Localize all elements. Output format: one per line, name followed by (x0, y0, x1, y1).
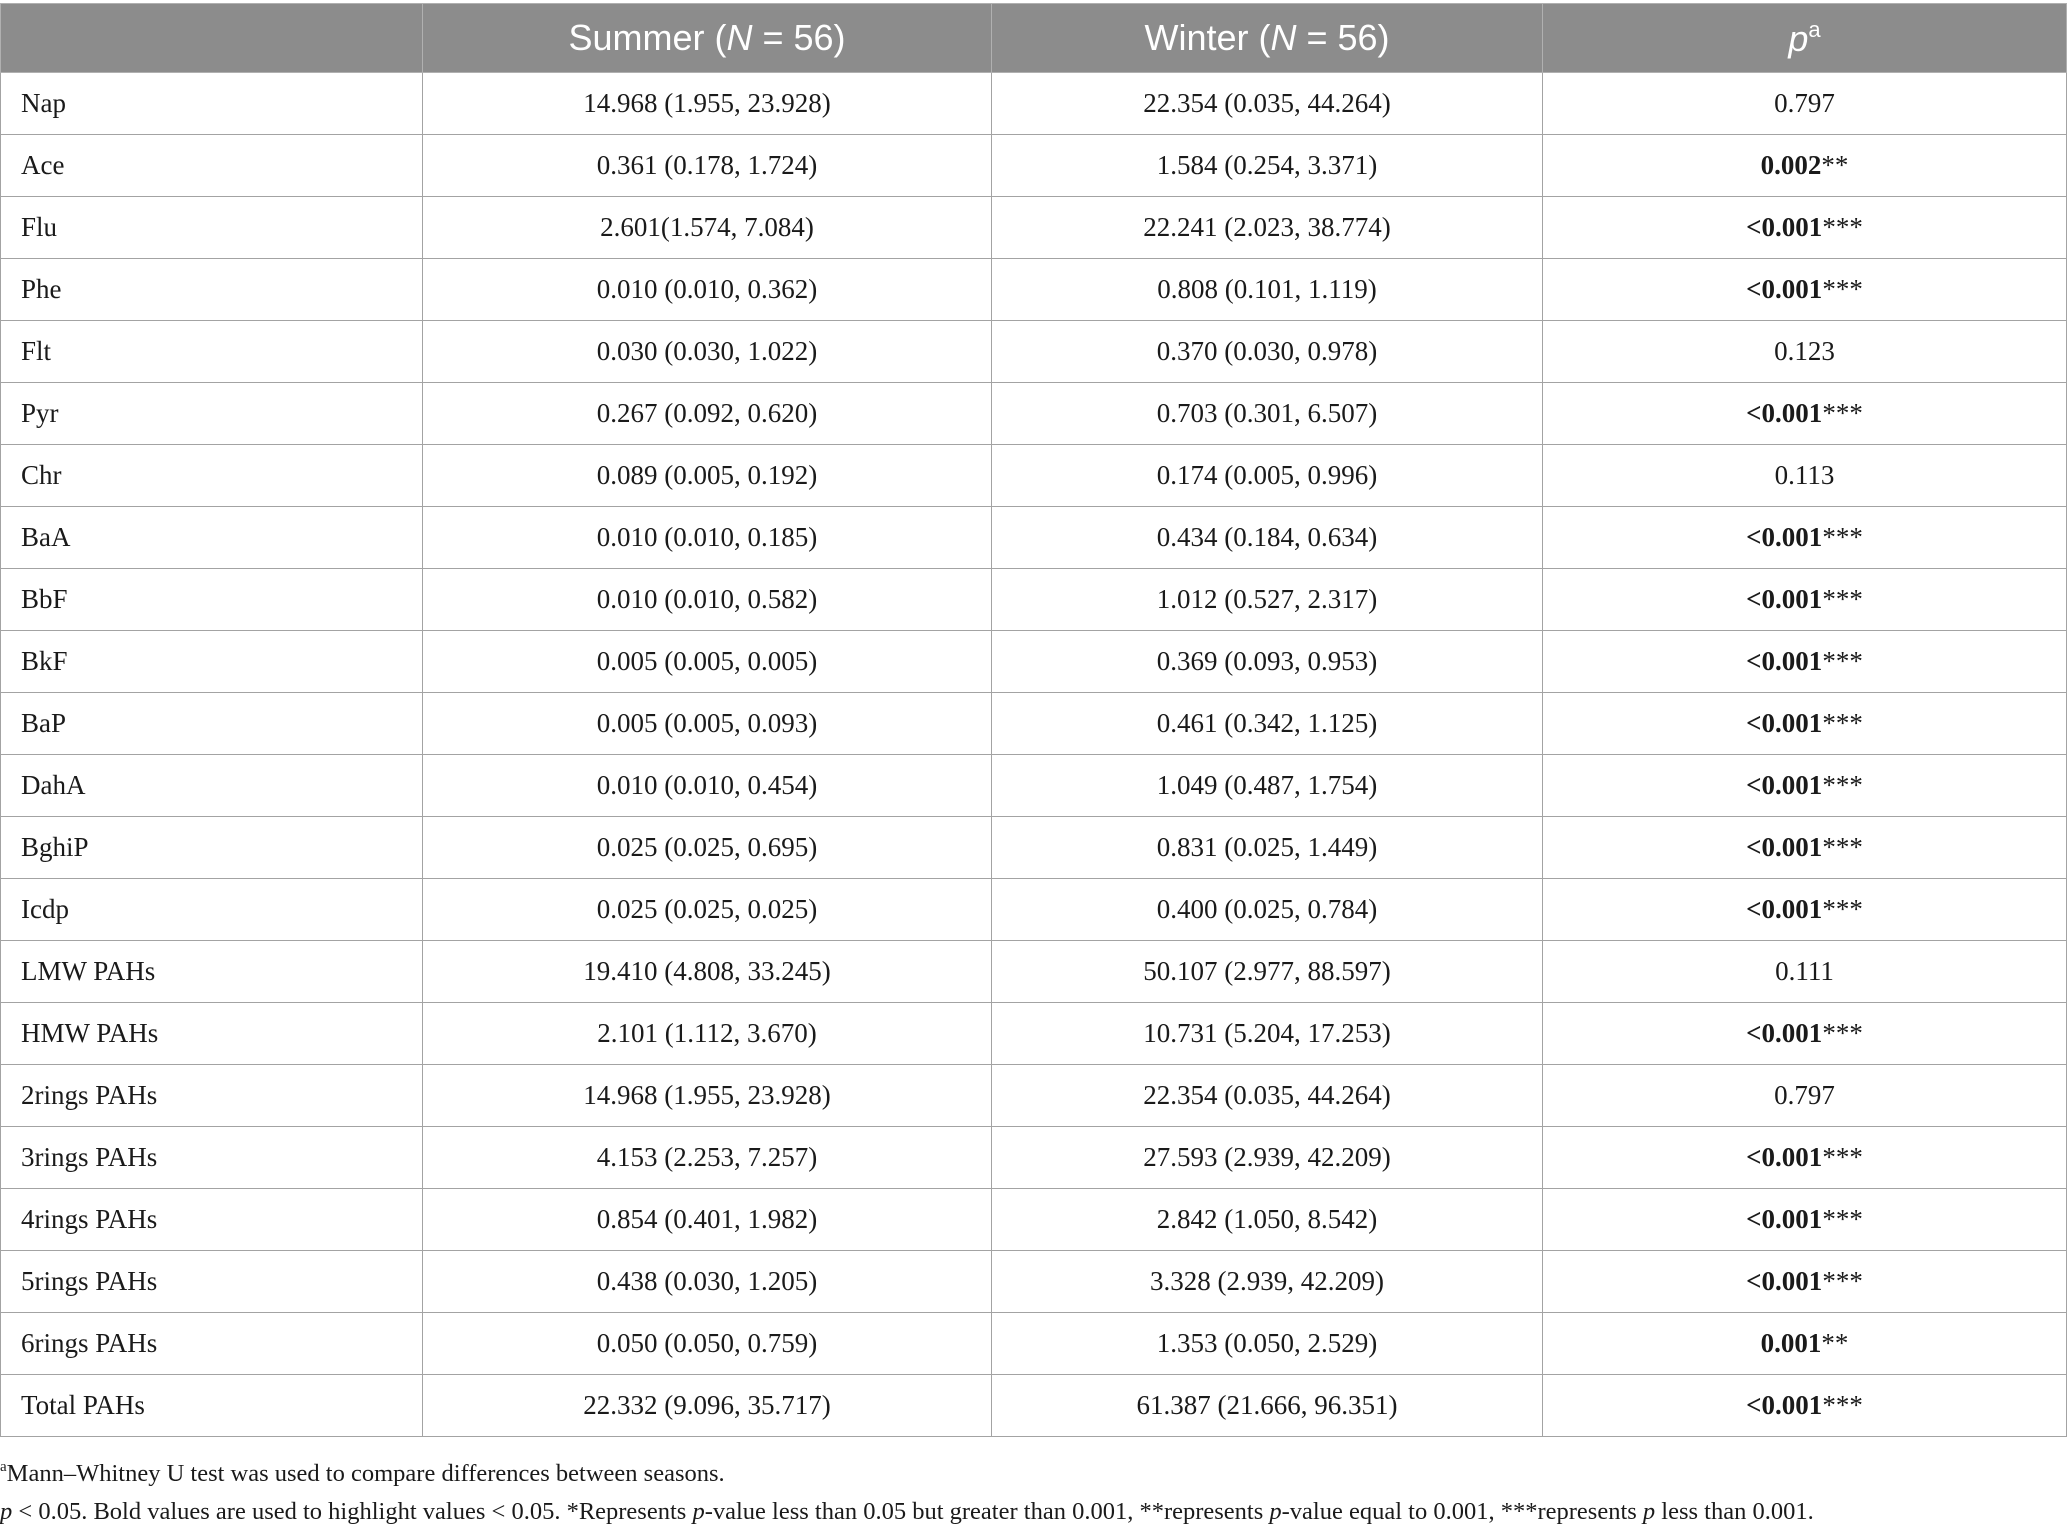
winter-value: 3.328 (2.939, 42.209) (992, 1251, 1543, 1313)
p-value (1543, 1375, 2067, 1437)
summer-value: 0.267 (0.092, 0.620) (423, 383, 992, 445)
p-value (1543, 383, 2067, 445)
p-value (1543, 693, 2067, 755)
summer-value: 0.030 (0.030, 1.022) (423, 321, 992, 383)
significance-stars: *** (1822, 1142, 1863, 1172)
p-value-number: <0.001 (1746, 1142, 1823, 1172)
p-value-number: 0.111 (1775, 956, 1834, 986)
row-label: BaA (1, 507, 423, 569)
summer-value: 0.010 (0.010, 0.185) (423, 507, 992, 569)
table-row (1, 73, 2067, 135)
p-value-number: <0.001 (1746, 212, 1823, 242)
table-footnotes (0, 1448, 2060, 1531)
summer-value: 14.968 (1.955, 23.928) (423, 73, 992, 135)
summer-value: 0.010 (0.010, 0.582) (423, 569, 992, 631)
winter-value: 0.434 (0.184, 0.634) (992, 507, 1543, 569)
p-value (1543, 879, 2067, 941)
significance-stars: *** (1822, 274, 1863, 304)
table-row (1, 383, 2067, 445)
table-row (1, 1375, 2067, 1437)
winter-value: 0.831 (0.025, 1.449) (992, 817, 1543, 879)
row-label: Phe (1, 259, 423, 321)
winter-value: 61.387 (21.666, 96.351) (992, 1375, 1543, 1437)
table-row (1, 1065, 2067, 1127)
table-row (1, 755, 2067, 817)
p-value (1543, 1003, 2067, 1065)
winter-value: 0.461 (0.342, 1.125) (992, 693, 1543, 755)
summer-value: 0.361 (0.178, 1.724) (423, 135, 992, 197)
summer-value: 0.854 (0.401, 1.982) (423, 1189, 992, 1251)
summer-value: 0.025 (0.025, 0.695) (423, 817, 992, 879)
p-value (1543, 817, 2067, 879)
winter-value: 27.593 (2.939, 42.209) (992, 1127, 1543, 1189)
summer-value: 0.438 (0.030, 1.205) (423, 1251, 992, 1313)
row-label: HMW PAHs (1, 1003, 423, 1065)
header-label-column (1, 4, 423, 73)
significance-stars: *** (1822, 398, 1863, 428)
row-label: Nap (1, 73, 423, 135)
p-value (1543, 1313, 2067, 1375)
p-value-number: <0.001 (1746, 274, 1823, 304)
table-row (1, 631, 2067, 693)
significance-stars: *** (1822, 584, 1863, 614)
summer-value: 22.332 (9.096, 35.717) (423, 1375, 992, 1437)
row-label: Icdp (1, 879, 423, 941)
significance-stars: *** (1822, 1018, 1863, 1048)
significance-stars: ** (1821, 1328, 1849, 1358)
table-row (1, 569, 2067, 631)
table-row (1, 259, 2067, 321)
winter-value: 1.353 (0.050, 2.529) (992, 1313, 1543, 1375)
p-value-number: <0.001 (1746, 1204, 1823, 1234)
winter-value: 0.703 (0.301, 6.507) (992, 383, 1543, 445)
summer-value: 0.005 (0.005, 0.005) (423, 631, 992, 693)
table-row (1, 1127, 2067, 1189)
row-label: Pyr (1, 383, 423, 445)
table-row (1, 1003, 2067, 1065)
row-label: Chr (1, 445, 423, 507)
row-label: 5rings PAHs (1, 1251, 423, 1313)
p-value (1543, 135, 2067, 197)
p-value-number: <0.001 (1746, 708, 1823, 738)
winter-value: 1.049 (0.487, 1.754) (992, 755, 1543, 817)
p-value-number: <0.001 (1746, 1390, 1823, 1420)
significance-stars: *** (1822, 894, 1863, 924)
p-value-number: <0.001 (1746, 1266, 1823, 1296)
significance-stars: *** (1822, 522, 1863, 552)
table-row (1, 1251, 2067, 1313)
summer-value: 19.410 (4.808, 33.245) (423, 941, 992, 1003)
summer-value: 0.089 (0.005, 0.192) (423, 445, 992, 507)
significance-stars: *** (1822, 1390, 1863, 1420)
p-value-number: 0.001 (1760, 1328, 1822, 1358)
p-value (1543, 1189, 2067, 1251)
table-row (1, 1189, 2067, 1251)
header-summer: Summer (N = 56) (423, 4, 992, 73)
row-label: Flu (1, 197, 423, 259)
row-label: Total PAHs (1, 1375, 423, 1437)
summer-value: 4.153 (2.253, 7.257) (423, 1127, 992, 1189)
significance-stars: *** (1822, 646, 1863, 676)
p-value-number: <0.001 (1746, 522, 1823, 552)
table-row (1, 1313, 2067, 1375)
significance-stars: *** (1822, 1266, 1863, 1296)
p-value (1543, 1251, 2067, 1313)
p-value (1543, 445, 2067, 507)
row-label: BaP (1, 693, 423, 755)
table-row (1, 817, 2067, 879)
table-header (1, 4, 2067, 73)
winter-value: 1.584 (0.254, 3.371) (992, 135, 1543, 197)
p-value-number: 0.002 (1760, 150, 1822, 180)
p-value (1543, 73, 2067, 135)
significance-stars: *** (1822, 770, 1863, 800)
table-body (1, 73, 2067, 1437)
summer-value: 0.050 (0.050, 0.759) (423, 1313, 992, 1375)
pah-seasonal-table (0, 3, 2067, 1437)
row-label: 4rings PAHs (1, 1189, 423, 1251)
p-value (1543, 755, 2067, 817)
row-label: 6rings PAHs (1, 1313, 423, 1375)
p-value-number: <0.001 (1746, 646, 1823, 676)
significance-stars: *** (1822, 1204, 1863, 1234)
summer-value: 2.601(1.574, 7.084) (423, 197, 992, 259)
p-value (1543, 1127, 2067, 1189)
row-label: BkF (1, 631, 423, 693)
significance-stars: *** (1822, 832, 1863, 862)
table-row (1, 321, 2067, 383)
p-value (1543, 259, 2067, 321)
summer-value: 0.005 (0.005, 0.093) (423, 693, 992, 755)
winter-value: 0.808 (0.101, 1.119) (992, 259, 1543, 321)
winter-value: 22.241 (2.023, 38.774) (992, 197, 1543, 259)
winter-value: 0.400 (0.025, 0.784) (992, 879, 1543, 941)
winter-value: 0.369 (0.093, 0.953) (992, 631, 1543, 693)
row-label: DahA (1, 755, 423, 817)
p-value-number: <0.001 (1746, 584, 1823, 614)
footnote-a: $^a$Mann–Whitney U test was used to compare differences between seasons. (0, 1459, 725, 1487)
significance-stars: *** (1822, 708, 1863, 738)
footnote-significance: p < 0.05. Bold values are used to highlight values < 0.05. *Represents p-value less than 0.05 but greater than 0.001, **represents p-value equal to 0.001, ***represents p less than 0.001. (0, 1498, 1814, 1525)
table-row (1, 693, 2067, 755)
p-value-number: <0.001 (1746, 1018, 1823, 1048)
row-label: Flt (1, 321, 423, 383)
summer-value: 0.025 (0.025, 0.025) (423, 879, 992, 941)
p-value-number: 0.113 (1774, 460, 1835, 490)
summer-value: 0.010 (0.010, 0.454) (423, 755, 992, 817)
p-value-number: <0.001 (1746, 770, 1823, 800)
header-row (1, 4, 2067, 73)
header-p-value: $p^a$ (1543, 4, 2067, 73)
p-value-number: <0.001 (1746, 832, 1823, 862)
winter-value: 0.174 (0.005, 0.996) (992, 445, 1543, 507)
p-value-number: 0.797 (1774, 1080, 1835, 1110)
row-label: BghiP (1, 817, 423, 879)
p-value-number: <0.001 (1746, 398, 1823, 428)
row-label: BbF (1, 569, 423, 631)
p-value (1543, 569, 2067, 631)
winter-value: 22.354 (0.035, 44.264) (992, 1065, 1543, 1127)
p-value (1543, 197, 2067, 259)
table-row (1, 879, 2067, 941)
row-label: LMW PAHs (1, 941, 423, 1003)
p-value-number: 0.797 (1774, 88, 1835, 118)
row-label: 2rings PAHs (1, 1065, 423, 1127)
table-row (1, 197, 2067, 259)
p-value (1543, 321, 2067, 383)
header-winter: Winter (N = 56) (992, 4, 1543, 73)
significance-stars: ** (1821, 150, 1849, 180)
p-value (1543, 631, 2067, 693)
winter-value: 1.012 (0.527, 2.317) (992, 569, 1543, 631)
table-row (1, 941, 2067, 1003)
significance-stars: *** (1822, 212, 1863, 242)
p-value-number: <0.001 (1746, 894, 1823, 924)
table-row (1, 445, 2067, 507)
p-value-number: 0.123 (1774, 336, 1835, 366)
winter-value: 2.842 (1.050, 8.542) (992, 1189, 1543, 1251)
summer-value: 0.010 (0.010, 0.362) (423, 259, 992, 321)
winter-value: 50.107 (2.977, 88.597) (992, 941, 1543, 1003)
table-row (1, 507, 2067, 569)
p-value (1543, 507, 2067, 569)
winter-value: 0.370 (0.030, 0.978) (992, 321, 1543, 383)
p-value (1543, 941, 2067, 1003)
winter-value: 10.731 (5.204, 17.253) (992, 1003, 1543, 1065)
winter-value: 22.354 (0.035, 44.264) (992, 73, 1543, 135)
p-value (1543, 1065, 2067, 1127)
summer-value: 2.101 (1.112, 3.670) (423, 1003, 992, 1065)
row-label: 3rings PAHs (1, 1127, 423, 1189)
table-row (1, 135, 2067, 197)
row-label: Ace (1, 135, 423, 197)
summer-value: 14.968 (1.955, 23.928) (423, 1065, 992, 1127)
